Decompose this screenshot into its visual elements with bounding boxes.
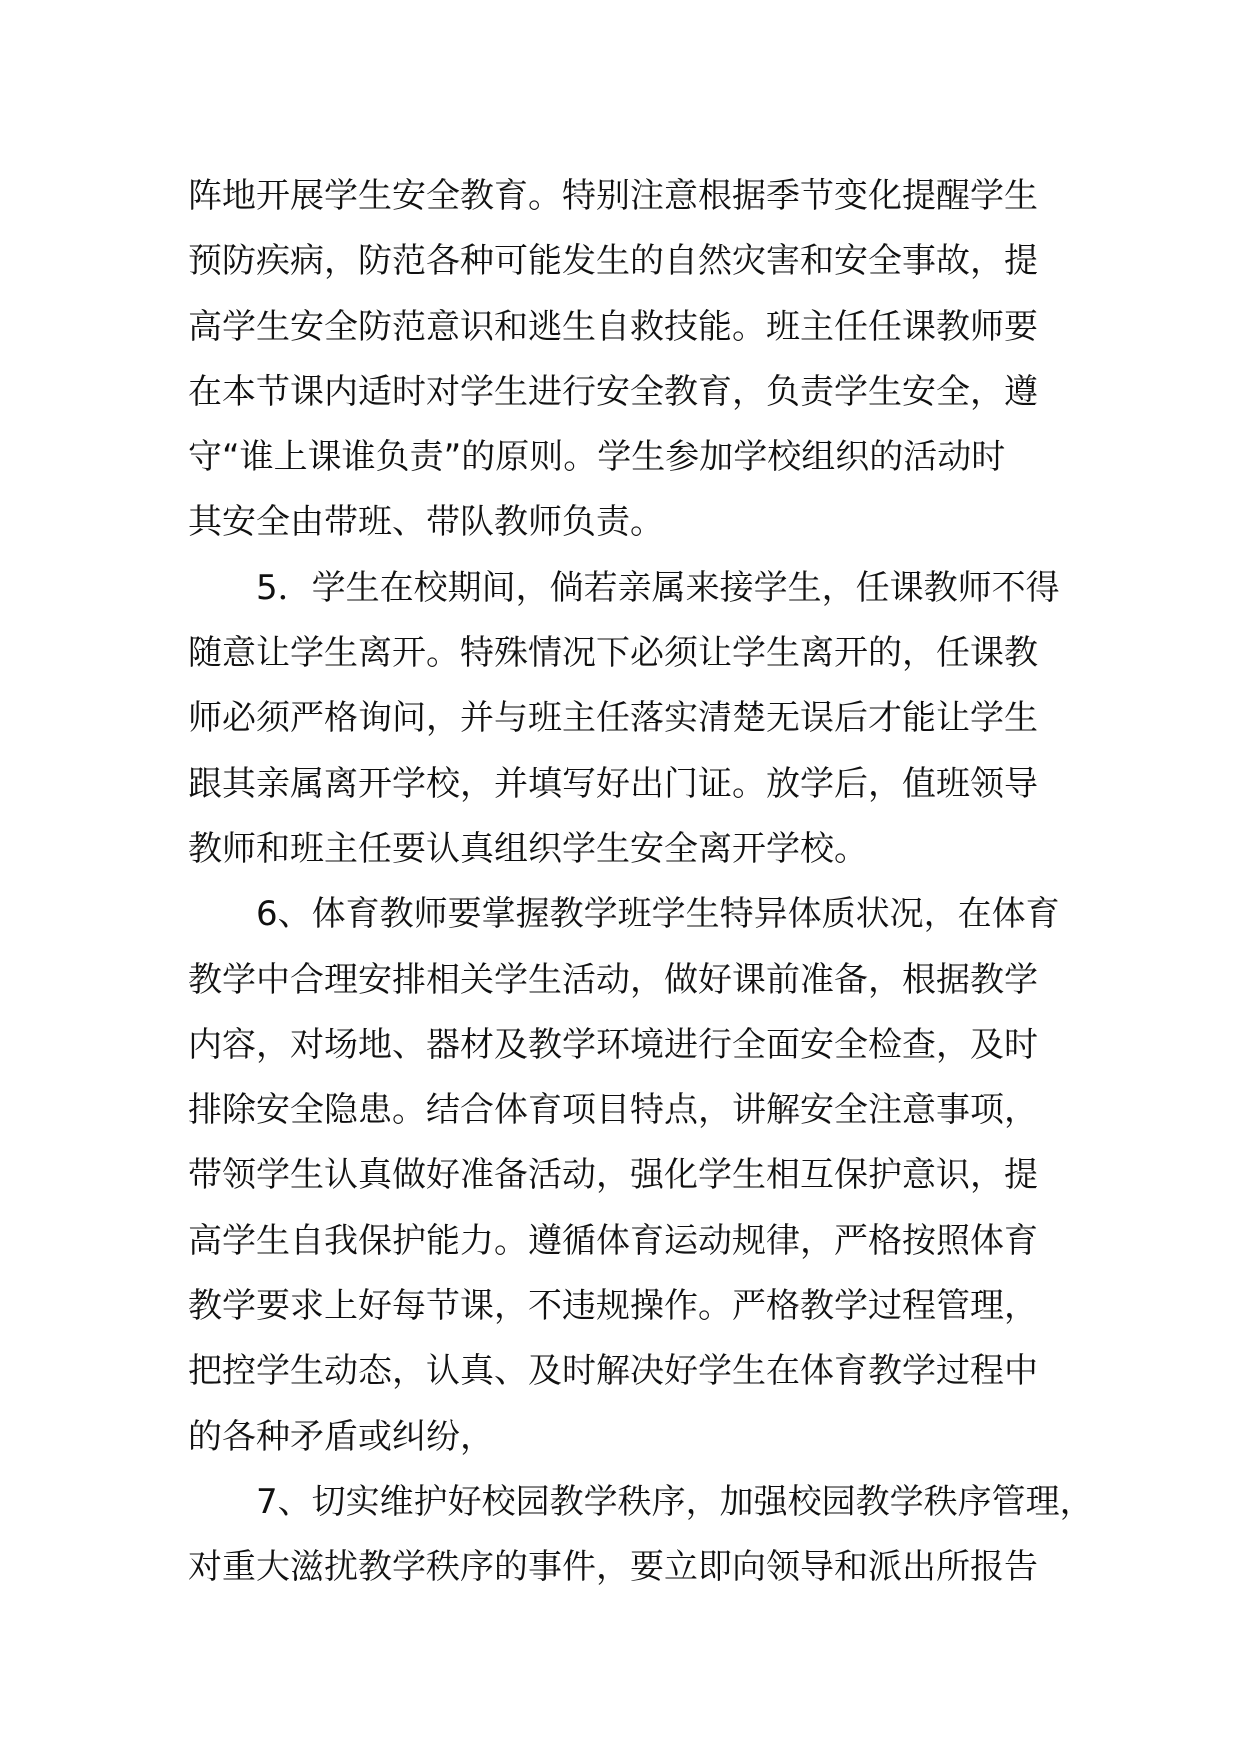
text-line: 预防疾病，防范各种可能发生的自然灾害和安全事故，提 [188, 241, 1038, 282]
text-line: 阵地开展学生安全教育。特别注意根据季节变化提醒学生 [188, 176, 1038, 216]
text-line: 带领学生认真做好准备活动，强化学生相互保护意识，提 [188, 1155, 1038, 1196]
text-line: 高学生自我保护能力。遵循体育运动规律，严格按照体育 [188, 1220, 1038, 1261]
paragraph-start-line: 7、切实维护好校园教学秩序，加强校园教学秩序管理， [256, 1481, 1094, 1522]
text-line: 教学要求上好每节课，不违规操作。严格教学过程管理， [188, 1286, 1038, 1327]
text-line: 在本节课内适时对学生进行安全教育，负责学生安全，遵 [188, 371, 1038, 412]
text-line: 对重大滋扰教学秩序的事件，要立即向领导和派出所报告 [188, 1547, 1038, 1588]
text-line: 高学生安全防范意识和逃生自救技能。班主任任课教师要 [188, 306, 1038, 347]
text-line: 师必须严格询问，并与班主任落实清楚无误后才能让学生 [188, 698, 1038, 739]
text-line: 内容，对场地、器材及教学环境进行全面安全检查，及时 [188, 1024, 1038, 1065]
text-line: 把控学生动态，认真、及时解决好学生在体育教学过程中 [188, 1351, 1038, 1392]
paragraph-start-line: 5．学生在校期间，倘若亲属来接学生，任课教师不得 [256, 567, 1060, 608]
body-text [188, 164, 1094, 1601]
text-line: 守“谁上课谁负责”的原则。学生参加学校组织的活动时 [188, 437, 1006, 478]
text-line: 的各种矛盾或纠纷， [188, 1416, 494, 1457]
text-line: 教师和班主任要认真组织学生安全离开学校。 [188, 828, 868, 869]
paragraph-start-line: 6、体育教师要掌握教学班学生特异体质状况，在体育 [256, 894, 1060, 935]
text-line: 其安全由带班、带队教师负责。 [188, 502, 664, 543]
text-line: 随意让学生离开。特殊情况下必须让学生离开的，任课教 [188, 633, 1038, 674]
text-line: 教学中合理安排相关学生活动，做好课前准备，根据教学 [188, 959, 1038, 1000]
text-line: 跟其亲属离开学校，并填写好出门证。放学后，值班领导 [188, 763, 1038, 804]
text-line: 排除安全隐患。结合体育项目特点，讲解安全注意事项， [188, 1090, 1038, 1131]
